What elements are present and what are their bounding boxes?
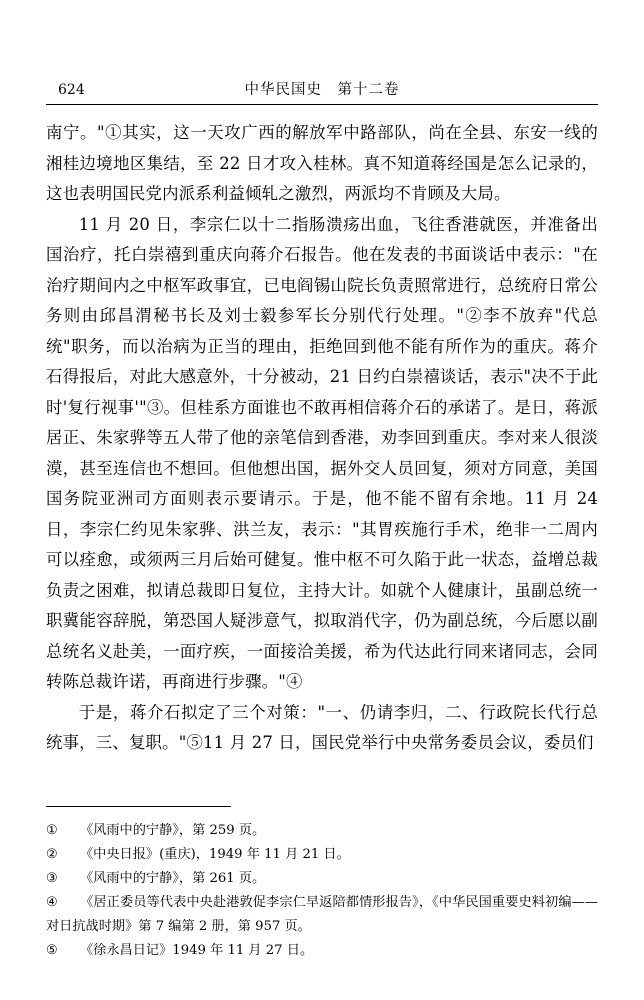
paragraph: 于是，蒋介石拟定了三个对策："一、仍请李归，二、行政院长代行总统事，三、复职。"⑤11 月 27 日，国民党举行中央常务委员会议，委员们 <box>46 702 598 752</box>
footnote-text: 《中央日报》(重庆)，1949 年 11 月 21 日。 <box>80 847 350 862</box>
running-title: 中华民国史 第十二卷 <box>244 82 400 98</box>
footnote-item <box>46 843 598 867</box>
page-header <box>58 78 586 99</box>
footnote-divider <box>46 806 231 807</box>
footnote-marker: ④ <box>46 895 58 910</box>
footnote-item <box>46 819 598 843</box>
footnotes <box>46 806 598 963</box>
footnote-text: 《风雨中的宁静》，第 261 页。 <box>80 871 266 886</box>
paragraph: 11 月 20 日，李宗仁以十二指肠溃疡出血，飞往香港就医，并准备出国治疗，托白崇禧到重庆向蒋介石报告。他在发表的书面谈话中表示："在治疗期间内之中枢军政事宜，已电阎锡山院长负责照常进行，总统府日常公务则由邱昌渭秘书长及刘士毅参军长分别代行处理。"②李不放弃"代总统"职务，而以治病为正当的理由，拒绝回到他不能有所作为的重庆。蒋介石得报后，对此大感意外，十分被动，21 日约白崇禧谈话，表示"决不于此时'复行视事'"③。但桂系方面谁也不敢再相信蒋介石的承诺了。是日，蒋派居正、朱家骅等五人带了他的亲笔信到香港，劝李回到重庆。李对来人很淡漠，甚至连信也不想回。但他想出国，据外交人员回复，须对方同意，美国国务院亚洲司方面则表示要请示。于是，他不能不留有余地。11 月 24 日，李宗仁约见朱家骅、洪兰友，表示："其胃疾施行手术，绝非一二周内可以痊愈，或须两三月后始可健复。惟中枢不可久陷于此一状态，益增总裁负责之困难，拟请总裁即日复位，主持大计。如就个人健康计，虽副总统一职冀能容辞脱，第恐国人疑涉意气，拟取消代字，仍为副总统，今后愿以副总统名义赴美，一面疗疾，一面接洽美援，希为代达此行同来诸同志，会同转陈总裁许诺，再商进行步骤。"④ <box>46 214 598 691</box>
paragraph: 南宁。"①其实，这一天攻广西的解放军中路部队，尚在全县、东安一线的湘桂边境地区集结，至 22 日才攻入桂林。真不知道蒋经国是怎么记录的，这也表明国民党内派系利益倾轧之激烈，两派均不肯顾及大局。 <box>46 123 598 203</box>
footnote-marker: ⑤ <box>46 943 58 958</box>
footnote-item <box>46 867 598 891</box>
footnote-marker: ② <box>46 847 58 862</box>
footnote-text: 《风雨中的宁静》，第 259 页。 <box>80 823 266 838</box>
footnote-marker: ① <box>46 823 58 838</box>
body-text <box>46 118 598 759</box>
footnote-text: 《徐永昌日记》1949 年 11 月 27 日。 <box>80 943 314 958</box>
footnote-marker: ③ <box>46 871 58 886</box>
footnote-item <box>46 891 598 939</box>
header-divider <box>46 104 598 105</box>
page-number: 624 <box>58 82 85 98</box>
footnote-text: 《居正委员等代表中央赴港敦促李宗仁早返陪都情形报告》，《中华民国重要史料初编——对日抗战时期》第 7 编第 2 册，第 957 页。 <box>46 895 598 934</box>
footnote-item <box>46 939 598 963</box>
